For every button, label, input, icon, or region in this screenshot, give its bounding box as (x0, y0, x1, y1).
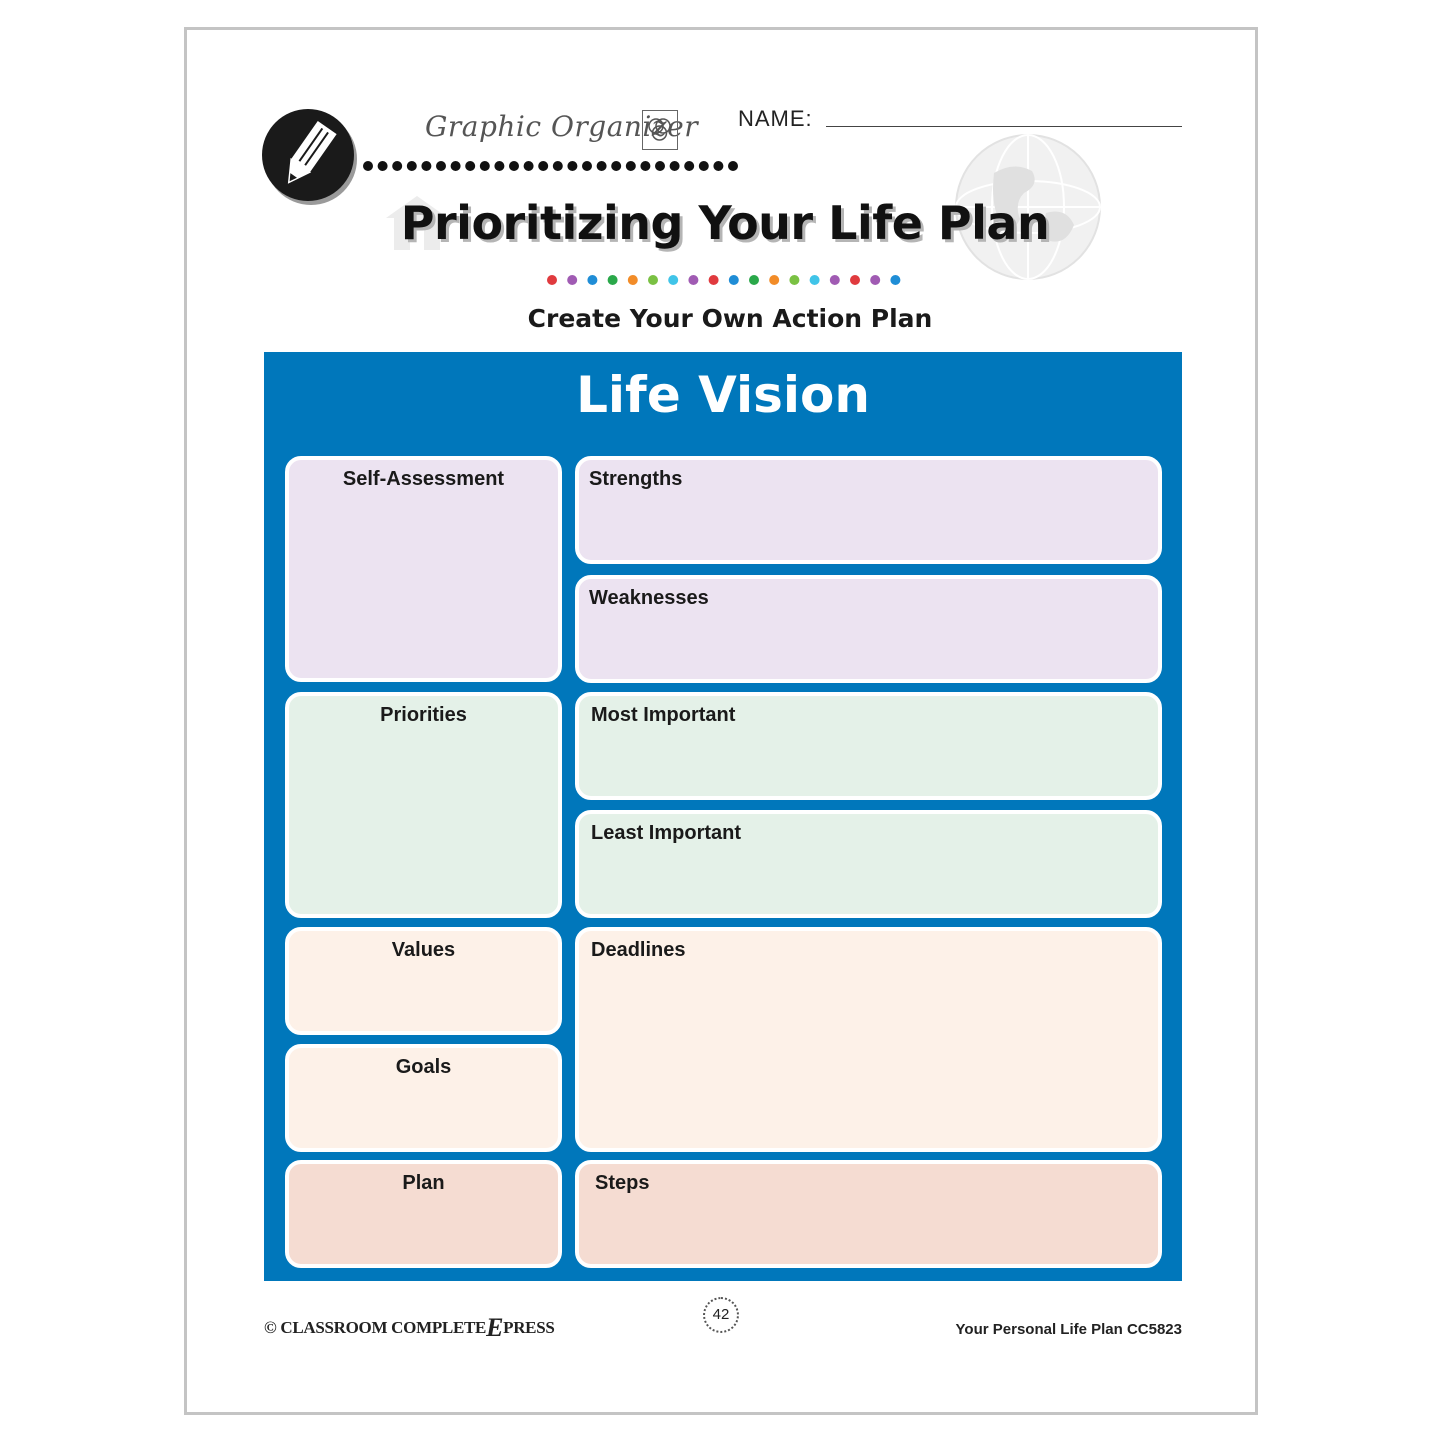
colored-dot (769, 275, 779, 285)
divider-dot (480, 161, 490, 171)
page-title: Prioritizing Your Life Plan (400, 196, 1050, 250)
colored-dot-divider (540, 272, 910, 288)
steps-box[interactable] (575, 1160, 1162, 1268)
divider-dot (611, 161, 621, 171)
colored-dot (709, 275, 719, 285)
publisher-credit (264, 1313, 555, 1343)
publisher-logo-mark: E (486, 1313, 504, 1342)
divider-dot (597, 161, 607, 171)
page-number: 42 (703, 1297, 739, 1333)
divider-dot (378, 161, 388, 171)
most-important-box[interactable] (575, 692, 1162, 800)
divider-dot (509, 161, 519, 171)
publisher-prefix: © CLASSROOM COMPLETE (264, 1318, 487, 1337)
colored-dot (810, 275, 820, 285)
divider-dot (699, 161, 709, 171)
divider-dot (640, 161, 650, 171)
life-vision-panel (264, 352, 1182, 1281)
divider-dot (451, 161, 461, 171)
steps-label: Steps (595, 1172, 650, 1194)
dotted-divider (360, 158, 742, 174)
pencil-badge (262, 109, 354, 201)
plan-box[interactable] (285, 1160, 562, 1268)
divider-dot (392, 161, 402, 171)
venn-diagram-icon (642, 110, 678, 150)
colored-dot (628, 275, 638, 285)
divider-dot (728, 161, 738, 171)
deadlines-box[interactable] (575, 927, 1162, 1152)
strengths-box[interactable] (575, 456, 1162, 564)
divider-dot (421, 161, 431, 171)
colored-dot (567, 275, 577, 285)
divider-dot (553, 161, 563, 171)
weaknesses-box[interactable] (575, 575, 1162, 683)
publisher-suffix: PRESS (503, 1318, 555, 1337)
colored-dot (890, 275, 900, 285)
graphic-organizer-label: Graphic Organizer (425, 110, 699, 143)
self-assessment-label: Self-Assessment (342, 468, 505, 490)
divider-dot (684, 161, 694, 171)
divider-dot (524, 161, 534, 171)
panel-title: Life Vision (576, 366, 870, 424)
divider-dot (407, 161, 417, 171)
divider-dot (567, 161, 577, 171)
colored-dot (749, 275, 759, 285)
book-title: Your Personal Life Plan CC5823 (955, 1321, 1182, 1338)
colored-dot (668, 275, 678, 285)
least-important-label: Least Important (591, 822, 742, 844)
divider-dot (582, 161, 592, 171)
weaknesses-label: Weaknesses (589, 587, 709, 609)
page-subtitle: Create Your Own Action Plan (527, 304, 933, 333)
colored-dot (608, 275, 618, 285)
priorities-box[interactable] (285, 692, 562, 918)
plan-label: Plan (402, 1172, 445, 1194)
divider-dot (655, 161, 665, 171)
most-important-label: Most Important (591, 704, 736, 726)
divider-dot (538, 161, 548, 171)
colored-dot (587, 275, 597, 285)
values-box[interactable] (285, 927, 562, 1035)
least-important-box[interactable] (575, 810, 1162, 918)
priorities-label: Priorities (380, 704, 467, 726)
colored-dot (547, 275, 557, 285)
divider-dot (713, 161, 723, 171)
colored-dot (648, 275, 658, 285)
self-assessment-box[interactable] (285, 456, 562, 682)
colored-dot (789, 275, 799, 285)
colored-dot (729, 275, 739, 285)
divider-dot (626, 161, 636, 171)
colored-dot (830, 275, 840, 285)
values-label: Values (391, 939, 456, 961)
divider-dot (465, 161, 475, 171)
name-input-line[interactable] (826, 126, 1182, 127)
deadlines-label: Deadlines (591, 939, 686, 961)
divider-dot (494, 161, 504, 171)
divider-dot (670, 161, 680, 171)
strengths-label: Strengths (589, 468, 683, 490)
colored-dot (850, 275, 860, 285)
name-label: NAME: (738, 106, 813, 131)
colored-dot (688, 275, 698, 285)
divider-dot (436, 161, 446, 171)
goals-label: Goals (395, 1056, 452, 1078)
divider-dot (363, 161, 373, 171)
pencil-icon (262, 109, 354, 201)
goals-box[interactable] (285, 1044, 562, 1152)
colored-dot (870, 275, 880, 285)
